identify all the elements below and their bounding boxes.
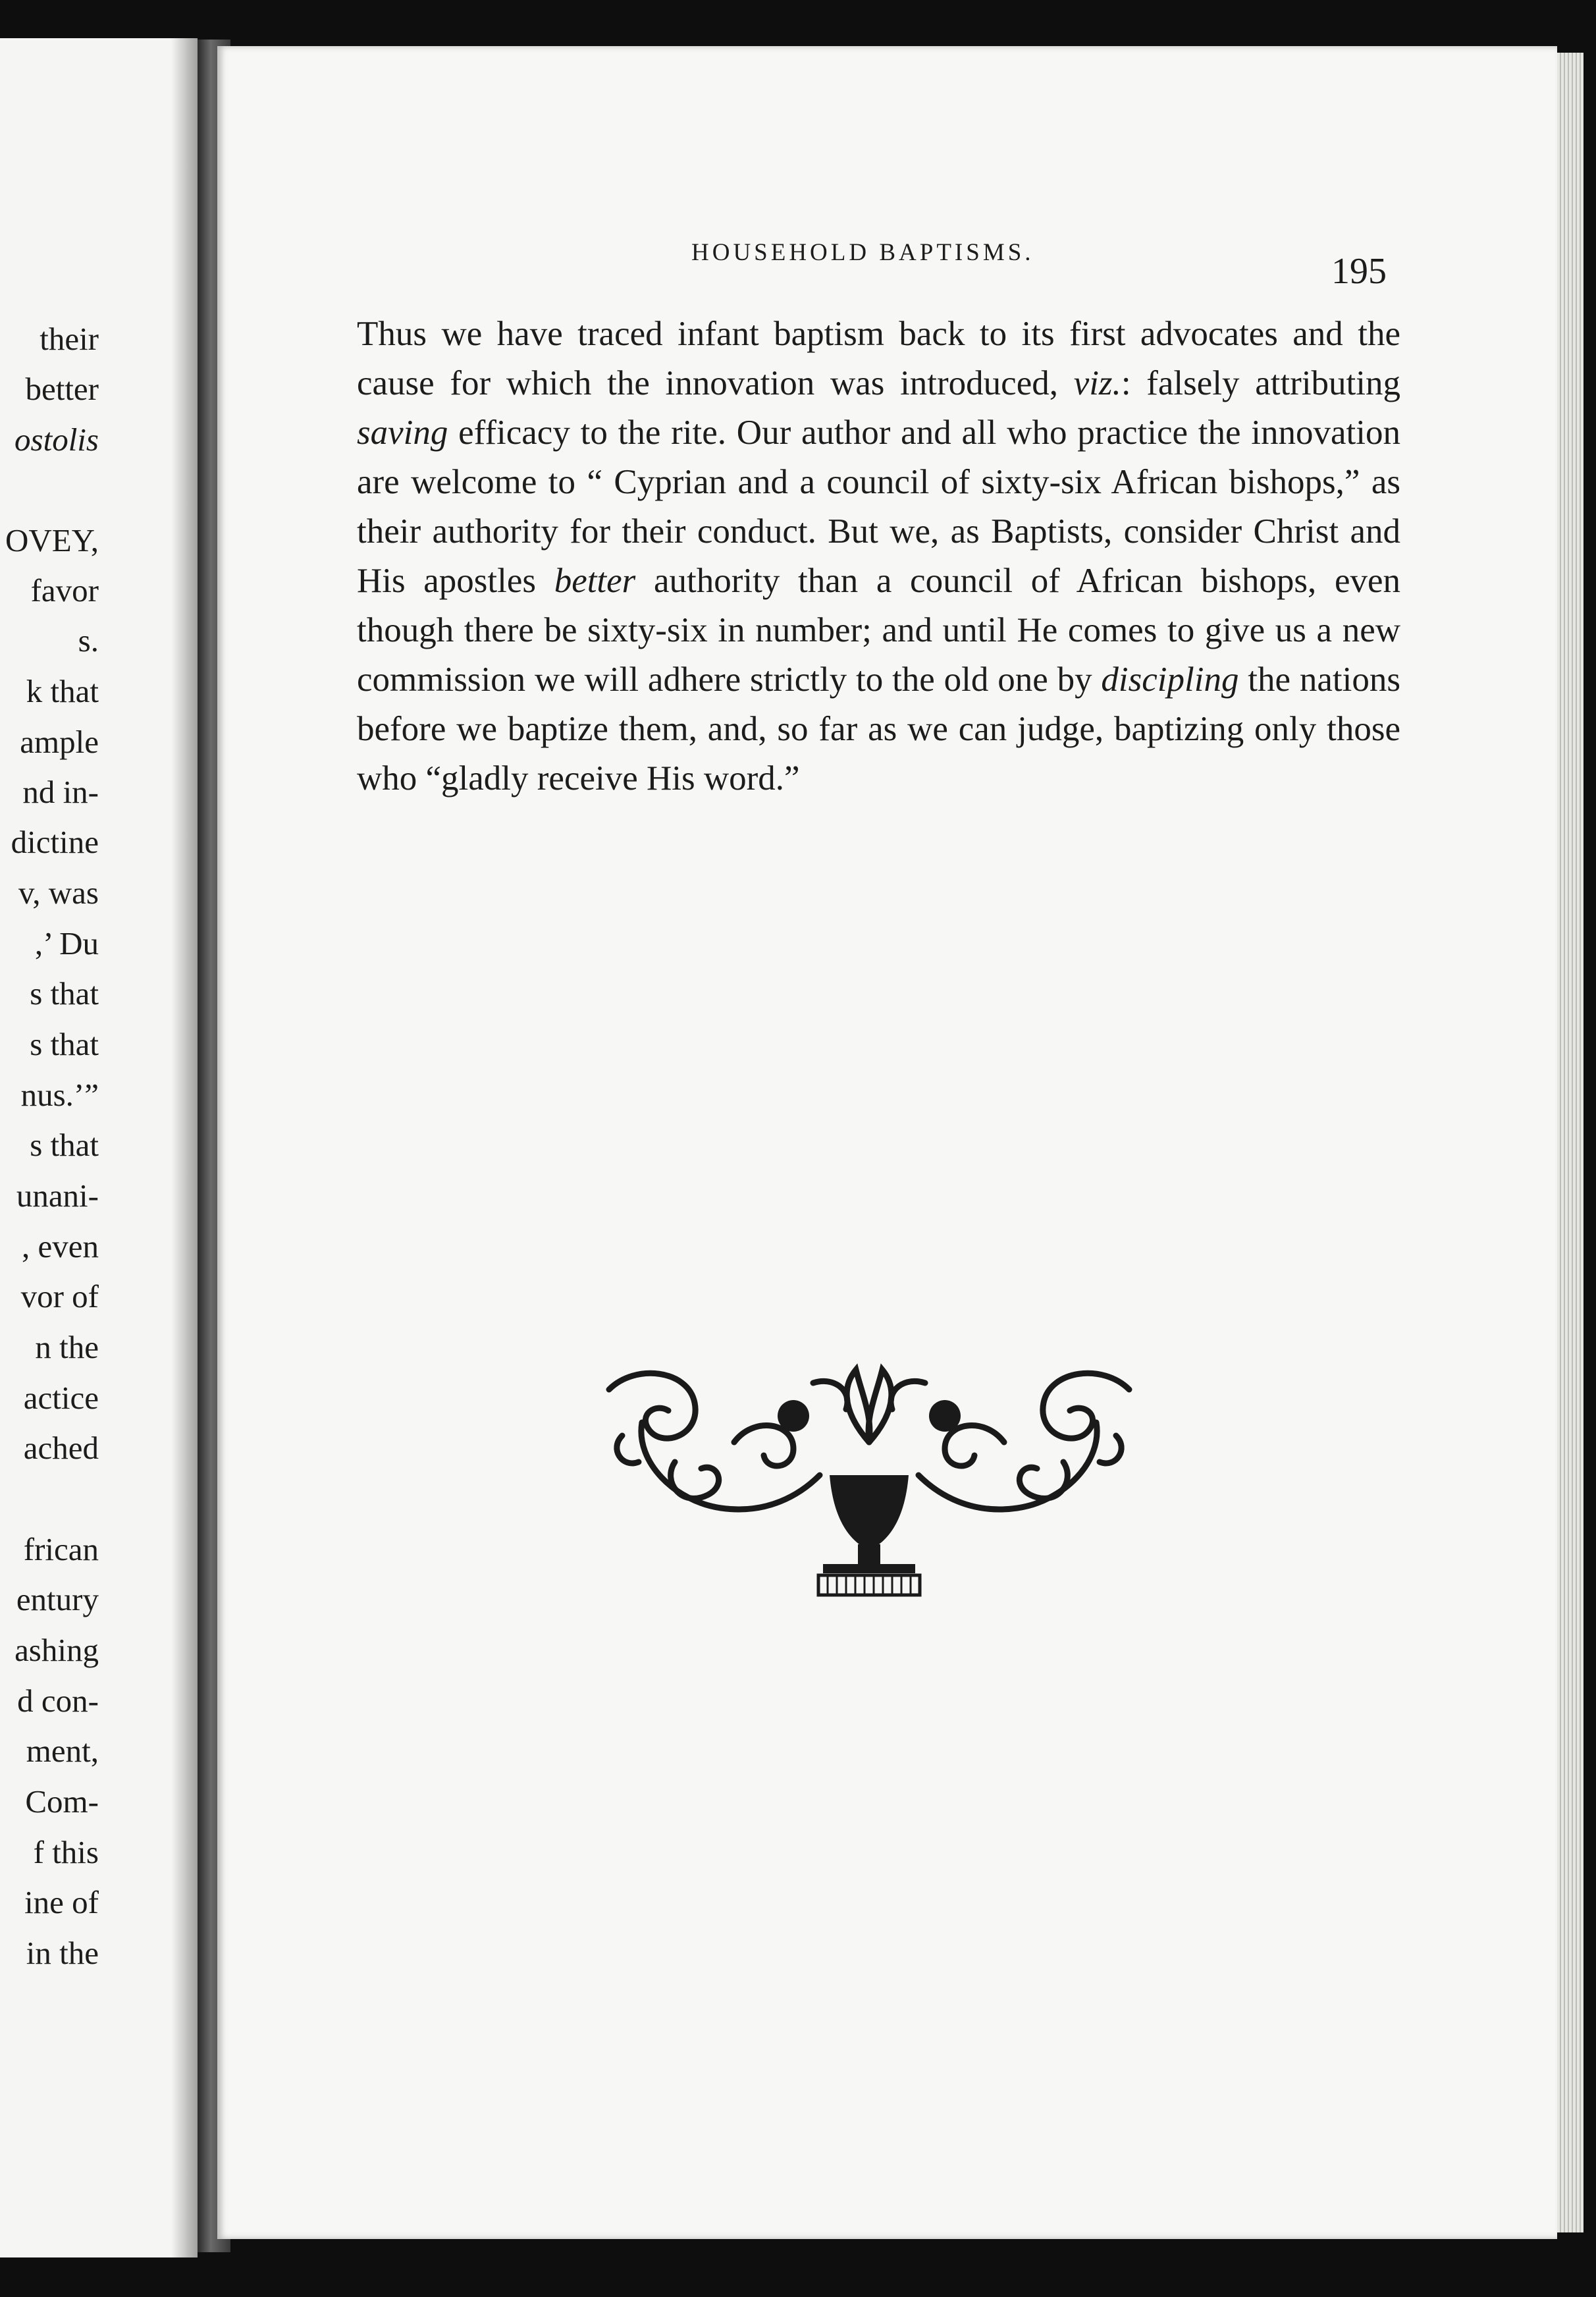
left-fragment: f this <box>33 1834 99 1870</box>
left-fragment: Com- <box>25 1783 99 1820</box>
left-fragment: ostolis <box>14 421 99 458</box>
paragraph-text: authority than a council of African bishops, even though there be sixty-six in number; and until He comes to give us a new commission we will adhere strictly to the old one by <box>357 562 1401 699</box>
left-fragment: d con- <box>17 1683 99 1719</box>
italic-saving: saving <box>357 414 448 452</box>
left-fragment: dictine <box>11 824 99 860</box>
left-fragment: nus.’” <box>20 1077 99 1113</box>
paragraph-text: : falsely attributing <box>1121 364 1401 402</box>
left-facing-page <box>0 38 198 2257</box>
left-fragment: ashing <box>14 1632 99 1668</box>
left-fragment: k that <box>26 673 99 709</box>
left-fragment: unani- <box>16 1177 99 1214</box>
italic-discipling: discipling <box>1101 661 1239 699</box>
left-fragment: nd in- <box>22 774 99 810</box>
left-fragment: frican <box>23 1531 99 1567</box>
left-fragment: n the <box>35 1329 99 1365</box>
left-fragment: s that <box>30 1026 99 1062</box>
left-fragment: s. <box>78 622 99 659</box>
paragraph-text: the nations before we baptize them, and, so far as we can judge, baptizing only those who “gladly receive His word.” <box>357 661 1400 797</box>
left-fragment: ment, <box>26 1733 99 1769</box>
page-number: 195 <box>1331 251 1387 292</box>
italic-better: better <box>554 562 636 600</box>
left-fragment: OVEY, <box>5 522 99 558</box>
paragraph-text: Thus we have traced infant baptism back to its first advocates and the cause for which the innovation was introduced, <box>357 315 1400 402</box>
left-fragment: in the <box>26 1935 99 1971</box>
left-fragment: favor <box>30 572 99 608</box>
page-curl-shadow <box>171 38 198 2257</box>
running-head: HOUSEHOLD BAPTISMS. <box>691 239 1034 266</box>
left-fragment: ached <box>23 1430 99 1466</box>
page-edges <box>1557 53 1583 2232</box>
left-fragment: their <box>40 321 99 357</box>
left-fragment: entury <box>16 1581 99 1617</box>
left-fragment: vor of <box>20 1278 99 1314</box>
left-fragment: s that <box>30 1127 99 1163</box>
italic-viz: viz. <box>1073 364 1121 402</box>
scroll-urn-cherub-ornament-icon <box>596 1363 1142 1600</box>
left-fragment: better <box>25 371 99 407</box>
body-paragraph <box>357 310 1400 803</box>
left-fragment: ample <box>20 724 99 760</box>
left-fragment: v, was <box>18 875 99 911</box>
paragraph-text: efficacy to the rite. Our author and all who practice the innovation are welcome to “ Cyprian and a council of sixty-six African bishops,” as their authority for their conduct. But we, as Baptists, consider Christ and His apostles <box>357 414 1400 600</box>
left-fragment: , even <box>22 1228 99 1264</box>
left-fragment: ine of <box>24 1884 99 1920</box>
left-fragment: actice <box>23 1380 99 1416</box>
left-fragment: ,’ Du <box>34 925 99 961</box>
left-fragment: s that <box>30 975 99 1012</box>
